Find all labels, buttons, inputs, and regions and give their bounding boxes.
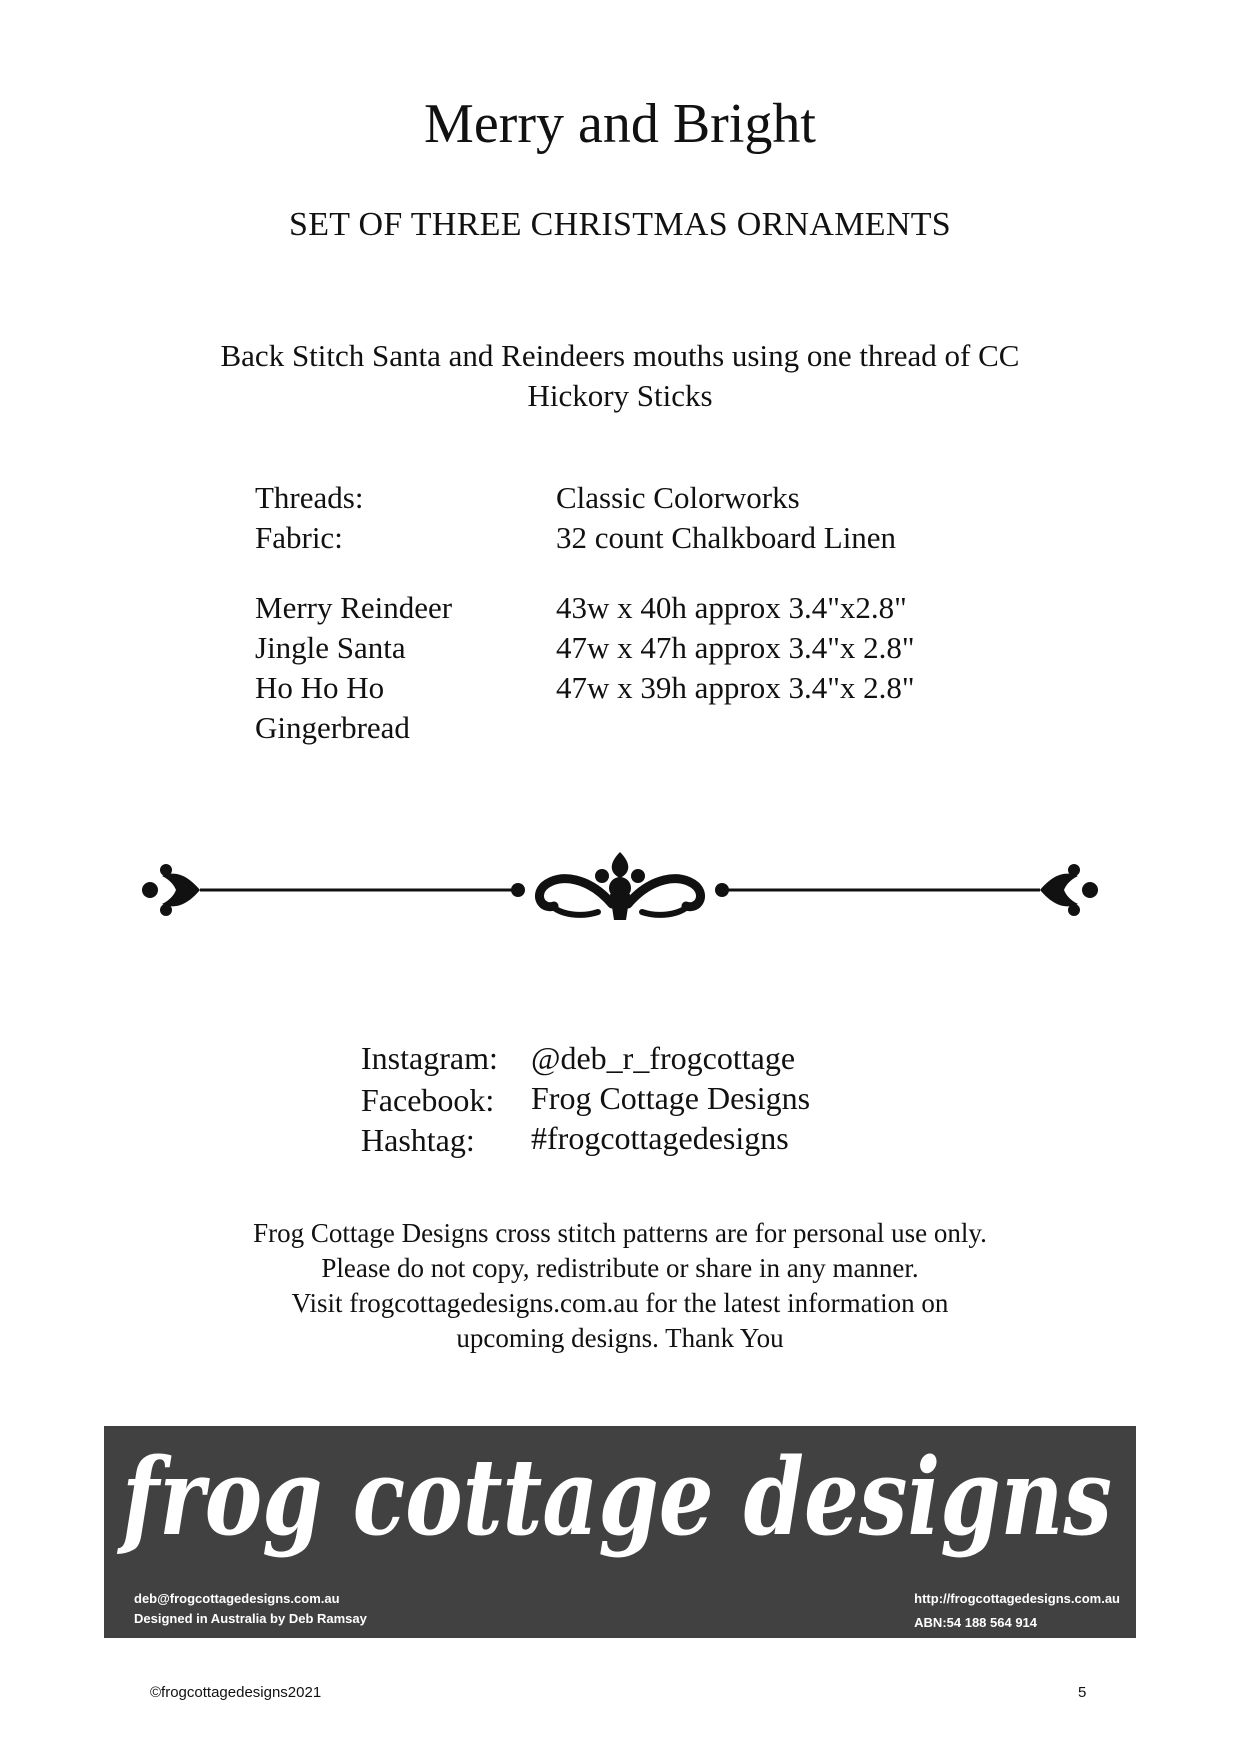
banner-contact <box>134 1589 367 1629</box>
page-title: Merry and Bright <box>424 93 816 155</box>
ornamental-divider <box>140 848 1100 932</box>
banner-business-info <box>914 1589 1120 1633</box>
social-value-facebook: Frog Cottage Designs <box>531 1080 811 1116</box>
page-number: 5 <box>1078 1684 1087 1701</box>
notice-line: Frog Cottage Designs cross stitch patterns are for personal use only. <box>253 1218 987 1248</box>
social-label-hashtag: Hashtag: <box>361 1122 475 1158</box>
social-label-facebook: Facebook: <box>361 1082 495 1118</box>
notice-line: upcoming designs. Thank You <box>456 1323 784 1353</box>
materials-label-threads: Threads: <box>255 480 364 515</box>
brand-banner <box>104 1426 1136 1638</box>
frog-cottage-designs-logo <box>116 1434 1122 1568</box>
notice-line: Visit frogcottagedesigns.com.au for the latest information on <box>291 1288 949 1318</box>
materials-value-fabric: 32 count Chalkboard Linen <box>556 520 897 555</box>
backstitch-instruction: Back Stitch Santa and Reindeers mouths using one thread of CC Hickory Sticks <box>220 338 1020 413</box>
materials-label-fabric: Fabric: <box>255 520 343 555</box>
notice-line: Please do not copy, redistribute or share in any manner. <box>321 1253 919 1283</box>
logo-text: frog cottage designs <box>116 1434 1113 1559</box>
materials-value-threads: Classic Colorworks <box>556 480 800 515</box>
banner-website[interactable]: http://frogcottagedesigns.com.au <box>914 1591 1120 1606</box>
design-name: Gingerbread <box>255 710 410 745</box>
design-name: Merry Reindeer <box>255 590 453 625</box>
design-size: 47w x 39h approx 3.4"x 2.8" <box>556 670 915 705</box>
copyright-notice: ©frogcottagedesigns2021 <box>150 1684 322 1701</box>
design-name: Ho Ho Ho <box>255 670 385 705</box>
page-subtitle: SET OF THREE CHRISTMAS ORNAMENTS <box>289 206 951 243</box>
social-value-hashtag: #frogcottagedesigns <box>531 1120 789 1156</box>
usage-notice <box>160 1216 1080 1356</box>
social-label-instagram: Instagram: <box>361 1040 498 1076</box>
social-value-instagram: @deb_r_frogcottage <box>531 1040 796 1076</box>
design-size: 47w x 47h approx 3.4"x 2.8" <box>556 630 915 665</box>
banner-abn: ABN:54 188 564 914 <box>914 1615 1038 1630</box>
design-size: 43w x 40h approx 3.4"x2.8" <box>556 590 907 625</box>
banner-designed-by: Designed in Australia by Deb Ramsay <box>134 1611 367 1626</box>
design-name: Jingle Santa <box>255 630 406 665</box>
banner-email[interactable]: deb@frogcottagedesigns.com.au <box>134 1591 340 1606</box>
